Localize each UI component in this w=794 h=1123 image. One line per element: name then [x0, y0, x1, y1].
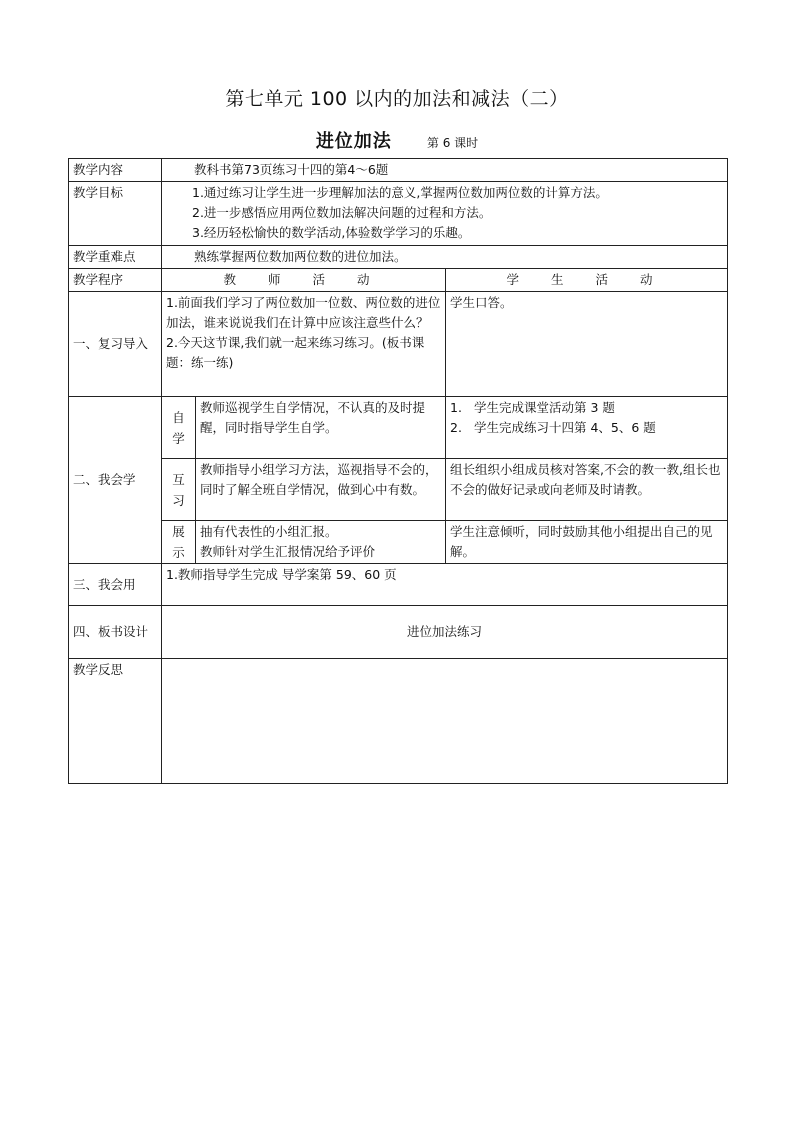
mutual-study-student: 组长组织小组成员核对答案,不会的教一教,组长也不会的做好记录或向老师及时请教。: [446, 459, 728, 521]
presentation-teacher-line: 教师针对学生汇报情况给予评价: [200, 544, 376, 559]
row-learn-self: [69, 397, 728, 459]
value-key-points: 熟练掌握两位数加两位数的进位加法。: [162, 246, 728, 269]
row-goals: [69, 182, 728, 246]
presentation-teacher: [196, 521, 446, 564]
sublabel-char: 学: [172, 430, 185, 446]
subtitle-row: [0, 127, 794, 153]
sublabel-mutual-study: [162, 459, 196, 521]
label-key-points: 教学重难点: [69, 246, 162, 269]
goal-item: 3.经历轻松愉快的数学活动,体验数学学习的乐趣。: [192, 225, 471, 240]
row-use: [69, 564, 728, 606]
mutual-study-teacher: 教师指导小组学习方法，巡视指导不会的，同时了解全班自学情况，做到心中有数。: [196, 459, 446, 521]
label-procedure: 教学程序: [69, 269, 162, 292]
page-title: 第七单元 100 以内的加法和减法（二）: [225, 88, 569, 110]
lesson-number: 第 6 课时: [426, 136, 479, 150]
value-goals: [162, 182, 728, 246]
list-text: 学生完成课堂活动第 3 题: [474, 400, 615, 415]
presentation-student: 学生注意倾听，同时鼓励其他小组提出自己的见解。: [446, 521, 728, 564]
label-content: 教学内容: [69, 159, 162, 182]
review-student: 学生口答。: [446, 292, 728, 397]
value-use: 1.教师指导学生完成 导学案第 59、60 页: [162, 564, 728, 606]
value-board: 进位加法练习: [162, 606, 728, 659]
row-learn-show: [69, 521, 728, 564]
row-reflection: [69, 659, 728, 784]
row-key-points: [69, 246, 728, 269]
self-study-student: [446, 397, 728, 459]
review-teacher-line: 2.今天这节课,我们就一起来练习练习。(板书课题：练一练): [166, 335, 425, 370]
presentation-teacher-line: 抽有代表性的小组汇报。: [200, 524, 338, 539]
label-goals: 教学目标: [69, 182, 162, 246]
lesson-subtitle: 进位加法: [315, 131, 392, 152]
header-student-activity: 学 生 活 动: [446, 269, 728, 292]
label-use: 三、我会用: [69, 564, 162, 606]
value-reflection: [162, 659, 728, 784]
row-learn-mutual: [69, 459, 728, 521]
value-content: 教科书第73页练习十四的第4～6题: [162, 159, 728, 182]
sublabel-self-study: [162, 397, 196, 459]
list-number: 2.: [450, 420, 462, 435]
sublabel-char: 示: [172, 545, 185, 560]
list-number: 1.: [450, 400, 462, 415]
review-teacher: [162, 292, 446, 397]
sublabel-char: 自: [172, 409, 185, 425]
list-text: 学生完成练习十四第 4、5、6 题: [474, 420, 656, 435]
row-procedure-header: [69, 269, 728, 292]
sublabel-char: 展: [172, 524, 185, 539]
label-review: 一、复习导入: [69, 292, 162, 397]
sublabel-char: 习: [172, 492, 185, 508]
lesson-plan-table: [68, 158, 728, 784]
goal-item: 2.进一步感悟应用两位数加法解决问题的过程和方法。: [192, 205, 492, 220]
row-board: [69, 606, 728, 659]
row-content: [69, 159, 728, 182]
self-study-teacher: 教师巡视学生自学情况，不认真的及时提醒，同时指导学生自学。: [196, 397, 446, 459]
goal-item: 1.通过练习让学生进一步理解加法的意义,掌握两位数加两位数的计算方法。: [192, 185, 608, 200]
row-review: [69, 292, 728, 397]
label-board: 四、板书设计: [69, 606, 162, 659]
list-item: [450, 418, 723, 438]
header-teacher-activity: 教 师 活 动: [162, 269, 446, 292]
label-learn: 二、我会学: [69, 397, 162, 564]
sublabel-char: 互: [172, 471, 185, 487]
sublabel-presentation: [162, 521, 196, 564]
list-item: [450, 398, 723, 418]
review-teacher-line: 1.前面我们学习了两位数加一位数、两位数的进位加法，谁来说说我们在计算中应该注意些什么？: [166, 295, 441, 330]
label-reflection: 教学反思: [69, 659, 162, 784]
